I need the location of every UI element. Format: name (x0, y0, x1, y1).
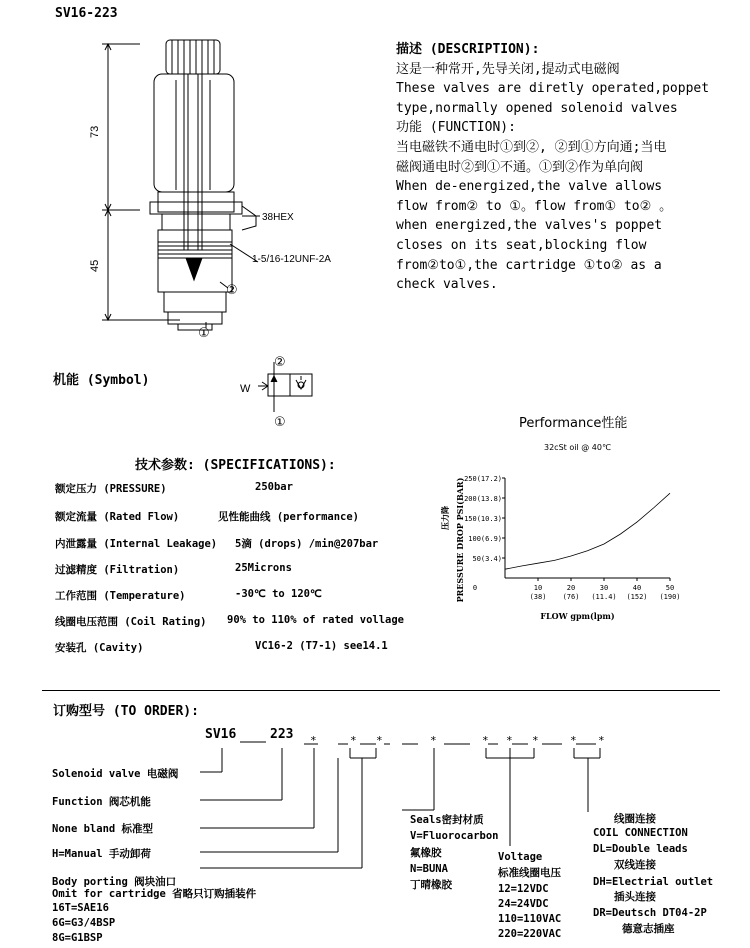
order-code-model: SV16 (205, 727, 237, 742)
order-coil-line: 双线连接 (614, 859, 656, 871)
hydraulic-symbol (236, 352, 326, 432)
order-star: * (506, 734, 513, 747)
order-none-bland: None bland 标准型 (52, 823, 154, 835)
symbol-title: 机能 (Symbol) (53, 373, 150, 388)
order-coil-line: COIL CONNECTION (593, 827, 688, 839)
spec-row-cavity (55, 640, 388, 655)
x-tick-label: 10 (533, 584, 543, 592)
hex-label: 38HEX (262, 212, 294, 223)
description-line: 当电磁铁不通电时①到②, ②到①方向通;当电 (396, 139, 667, 155)
description-line: check valves. (396, 277, 498, 293)
order-star: * (482, 734, 489, 747)
y-tick-label: 150(10.3) (464, 515, 502, 523)
order-seals-line: Seals密封材质 (410, 814, 484, 826)
spec-row-filtration (55, 562, 292, 577)
order-body-line: 6G=G3/4BSP (52, 917, 116, 929)
order-voltage-line: 标准线圈电压 (498, 867, 561, 879)
spec-value: 见性能曲线 (performance) (218, 511, 360, 523)
spec-value: 250bar (255, 481, 293, 493)
description-block (396, 40, 741, 295)
chart-title: Performance性能 (519, 416, 628, 431)
x-tick-label: 20 (566, 584, 576, 592)
order-seals-line: 氟橡胶 (410, 847, 442, 859)
x-tick-sublabel: (38) (529, 593, 547, 601)
x-tick-label: 30 (599, 584, 609, 592)
symbol-port-1: ① (274, 415, 286, 430)
spec-label: 过滤精度 (Filtration) (55, 564, 180, 576)
order-coil-line: DL=Double leads (593, 843, 688, 855)
order-voltage-line: 110=110VAC (498, 913, 562, 925)
order-seals-line: N=BUNA (410, 863, 448, 875)
valve-drawing (80, 30, 380, 345)
spec-row-flow (55, 509, 360, 524)
drawing-port-1: ① (198, 326, 210, 341)
spec-label: 额定压力 (PRESSURE) (55, 483, 167, 495)
order-body-line: 16T=SAE16 (52, 902, 109, 914)
order-voltage-line: 12=12VDC (498, 883, 549, 895)
thread-label: 1-5/16-12UNF-2A (252, 254, 331, 265)
y-axis-label: PRESSURE DROP PSI(BAR) (455, 477, 465, 603)
order-coil-line: 插头连接 (614, 891, 656, 903)
order-coil-line: 线圈连接 (614, 813, 656, 825)
spec-label: 额定流量 (Rated Flow) (55, 511, 180, 523)
spec-label: 内泄露量 (Internal Leakage) (55, 538, 218, 550)
order-seals-line: 丁晴橡胶 (410, 879, 452, 891)
description-title: 描述 (DESCRIPTION): (396, 42, 540, 57)
symbol-w-label: W (240, 383, 251, 395)
order-voltage-line: Voltage (498, 851, 543, 863)
y-tick-label: 50(3.4) (472, 555, 502, 563)
order-voltage-line: 24=24VDC (498, 898, 549, 910)
section-divider (42, 690, 720, 691)
order-star: * (350, 734, 357, 747)
description-line: flow from② to ①。flow from① to② 。 (396, 198, 673, 214)
order-body-line: Body porting 阀块油口 (52, 876, 177, 888)
x-tick-label: 40 (632, 584, 642, 592)
order-title: 订购型号 (TO ORDER): (53, 704, 199, 719)
spec-row-leakage (55, 536, 379, 551)
order-star: * (310, 734, 317, 747)
description-line: When de-energized,the valve allows (396, 179, 663, 195)
x-tick-sublabel: (152) (626, 593, 648, 601)
y-tick-label: 200(13.8) (464, 495, 502, 503)
description-line: closes on its seat,blocking flow (396, 237, 647, 253)
function-title: 功能 (FUNCTION): (396, 120, 516, 136)
x-tick-label: 50 (665, 584, 675, 592)
spec-row-temperature (55, 588, 322, 603)
order-star: * (376, 734, 383, 747)
order-seals-line: V=Fluorocarbon (410, 830, 499, 842)
description-line: 磁阀通电时②到①不通。①到②作为单向阀 (396, 159, 644, 175)
spec-label: 安装孔 (Cavity) (55, 642, 144, 654)
x-tick-sublabel: (76) (562, 593, 580, 601)
symbol-port-2: ② (274, 355, 286, 370)
order-voltage-line: 220=220VAC (498, 928, 562, 940)
order-star: * (598, 734, 605, 747)
spec-value: 25Microns (235, 562, 292, 574)
x-tick-sublabel: (190) (659, 593, 681, 601)
x-tick-label: 0 (472, 584, 478, 592)
spec-value: 5滴 (drops) /min@207bar (235, 538, 379, 550)
x-tick-sublabel: (11.4) (591, 593, 617, 601)
order-code-function: 223 (270, 727, 294, 742)
x-axis-label: FLOW gpm(lpm) (540, 611, 615, 621)
spec-value: VC16-2 (T7-1) see14.1 (255, 640, 388, 652)
y-tick-label: 250(17.2) (464, 475, 502, 483)
description-line: type,normally opened solenoid valves (396, 100, 678, 116)
order-solenoid: Solenoid valve 电磁阀 (52, 768, 179, 780)
order-body-line: 8G=G1BSP (52, 932, 103, 944)
order-coil-line: DR=Deutsch DT04-2P (593, 907, 707, 919)
order-star: * (570, 734, 577, 747)
model-title: SV16-223 (55, 6, 118, 21)
y-axis-label-cn: 压力降 (441, 506, 450, 530)
spec-value: 90% to 110% of rated vollage (227, 614, 405, 626)
order-star: * (532, 734, 539, 747)
series-line (505, 493, 670, 569)
spec-value: -30℃ to 120℃ (235, 588, 322, 600)
chart-subtitle: 32cSt oil @ 40℃ (544, 443, 611, 452)
dim-lower: 45 (89, 259, 101, 272)
dim-upper: 73 (89, 125, 101, 138)
y-tick-label: 100(6.9) (468, 535, 502, 543)
description-line: when energized,the valves's poppet (396, 218, 663, 234)
order-function: Function 阀芯机能 (52, 796, 151, 808)
performance-chart (430, 468, 690, 638)
description-line: These valves are diretly operated,poppet (396, 81, 710, 97)
order-manual: H=Manual 手动卸荷 (52, 848, 151, 860)
spec-label: 工作范围 (Temperature) (55, 590, 186, 602)
spec-label: 线圈电压范围 (Coil Rating) (55, 616, 207, 628)
order-body-line: Omit for cartridge 省略只订购插装件 (52, 888, 257, 900)
order-coil-line: DH=Electrial outlet (593, 876, 714, 888)
drawing-port-2: ② (226, 283, 238, 298)
order-star: * (430, 734, 437, 747)
description-line: 这是一种常开,先导关闭,提动式电磁阀 (396, 61, 620, 77)
description-line: from②to①,the cartridge ①to② as a (396, 257, 662, 273)
order-coil-line: 德意志插座 (622, 923, 675, 935)
specs-title: 技术参数: (SPECIFICATIONS): (135, 458, 336, 473)
spec-row-coil (55, 614, 405, 629)
spec-row-pressure (55, 481, 293, 496)
